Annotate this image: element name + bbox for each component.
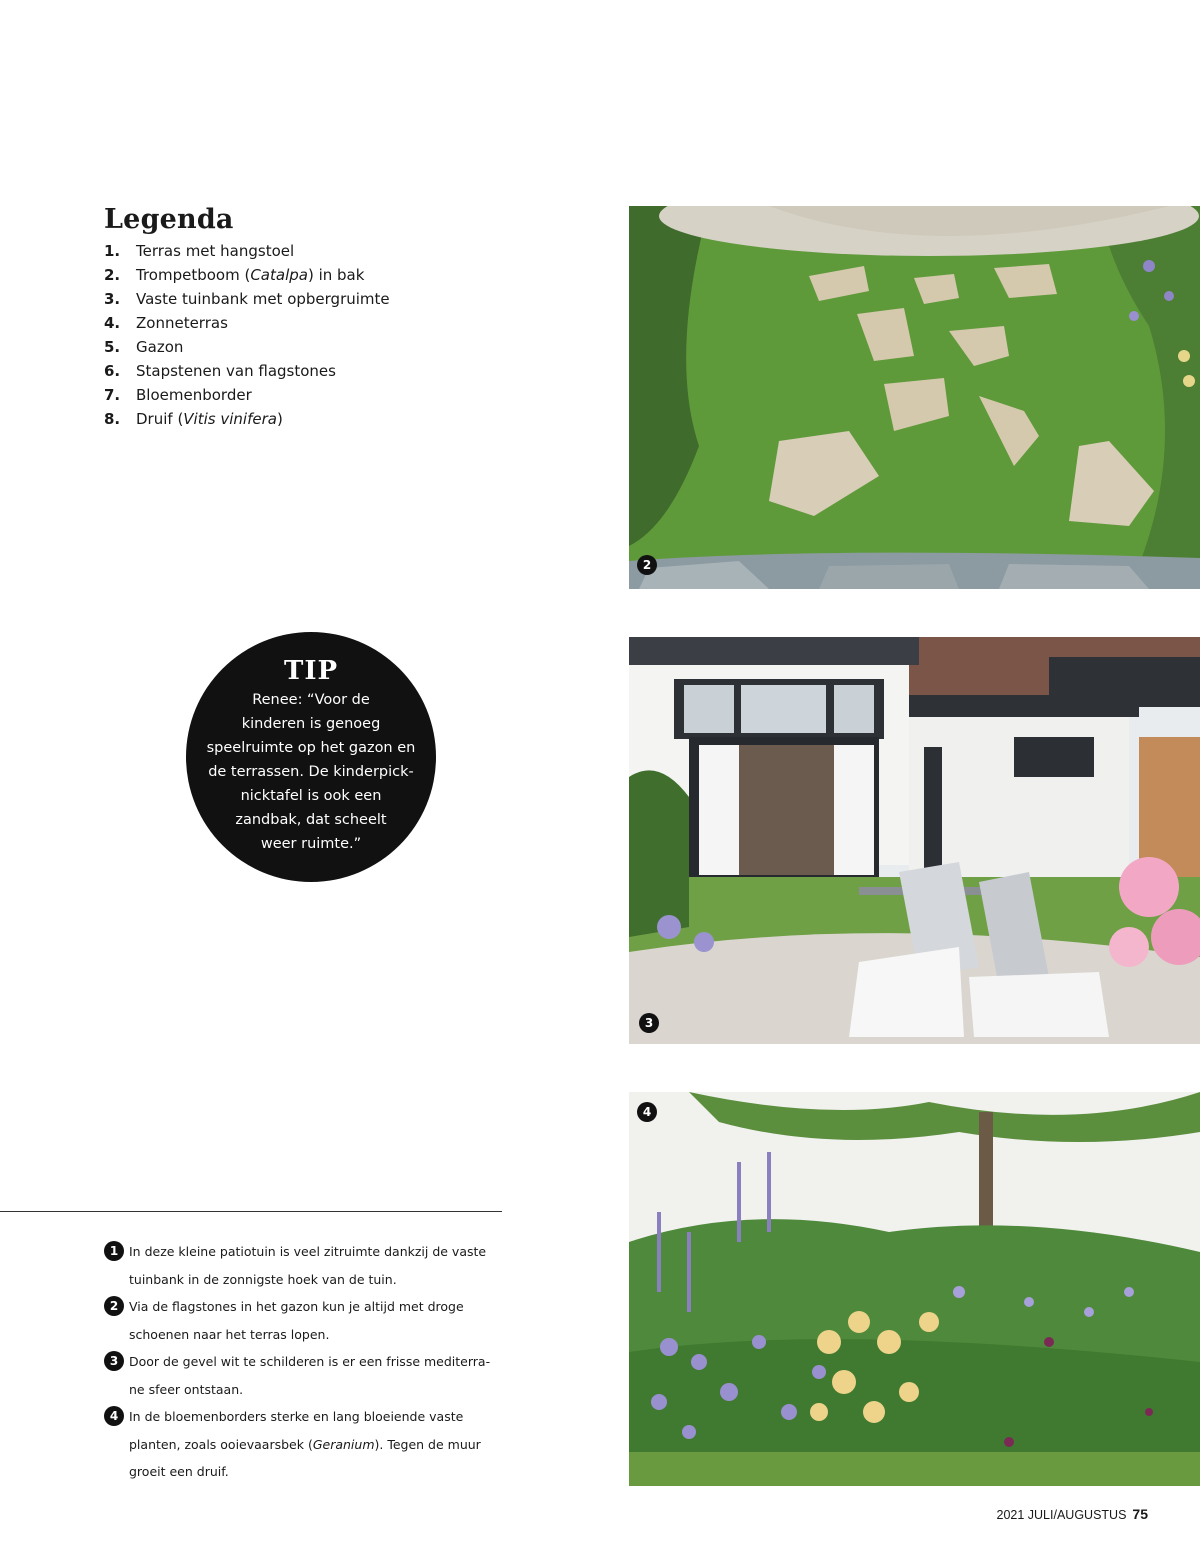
caption-text: Via de flagstones in het gazon kun je altijd met droge schoenen naar het terras lopen. [129, 1299, 464, 1342]
tip-line: nicktafel is ook een [240, 788, 382, 804]
legend-item-number: 7. [104, 386, 121, 404]
caption-badge: 1 [104, 1241, 124, 1261]
caption-item [104, 1293, 504, 1348]
legend-title: Legenda [104, 204, 234, 235]
caption-latin: Geranium [312, 1436, 375, 1452]
caption-item [104, 1238, 504, 1293]
legend-item [104, 359, 564, 383]
legend-item-number: 5. [104, 338, 121, 356]
caption-text: Door de gevel wit te schilderen is er een frisse mediterra-ne sfeer ontstaan. [129, 1354, 491, 1397]
legend-item-text: Druif ( [136, 410, 184, 428]
photo-white-facade-image [629, 637, 1200, 1044]
legend-item-text: Bloemenborder [136, 386, 252, 404]
legend-item-number: 6. [104, 362, 121, 380]
caption-item [104, 1348, 504, 1403]
tip-line: de terrassen. De kinderpick- [208, 764, 414, 780]
photo-stepping-stones [629, 206, 1200, 589]
caption-text: In de bloemenborders sterke en lang bloeiende vaste planten, zoals ooievaarsbek ( [129, 1409, 464, 1452]
legend-item [104, 311, 564, 335]
legend-item-text: Stapstenen van flagstones [136, 362, 336, 380]
caption-text: ). Tegen de muur groeit een druif. [129, 1436, 481, 1479]
legend-item-text: Gazon [136, 338, 184, 356]
photo-flower-border-image [629, 1092, 1200, 1486]
photo-badge: 3 [639, 1013, 659, 1033]
legend-item-number: 4. [104, 314, 121, 332]
legend-item-latin: Catalpa [250, 266, 308, 284]
divider-rule [0, 1211, 502, 1212]
legend-item-number: 2. [104, 266, 121, 284]
caption-item [104, 1403, 504, 1486]
legend-item-text: ) in bak [307, 266, 365, 284]
photo-badge: 4 [637, 1102, 657, 1122]
caption-text: In deze kleine patiotuin is veel zitruimte dankzij de vaste tuinbank in de zonnigste hoek van de tuin. [129, 1244, 487, 1287]
legend-item [104, 383, 564, 407]
legend-item [104, 335, 564, 359]
page-footer [997, 1506, 1149, 1522]
tip-line: weer ruimte.” [260, 836, 362, 852]
caption-badge: 3 [104, 1351, 124, 1371]
page-number: 75 [1132, 1506, 1148, 1522]
legend-item [104, 287, 564, 311]
legend-item-text: ) [276, 410, 283, 428]
legend [104, 204, 564, 431]
photo-flower-border [629, 1092, 1200, 1486]
tip-line: Renee: “Voor de [252, 692, 370, 708]
photo-white-facade [629, 637, 1200, 1044]
legend-item-text: Vaste tuinbank met opbergruimte [136, 290, 390, 308]
legend-list [104, 239, 564, 431]
tip-title: TIP [283, 656, 339, 686]
tip-text [201, 688, 421, 856]
tip-circle [186, 632, 436, 882]
legend-item-number: 3. [104, 290, 121, 308]
tip-line: speelruimte op het gazon en [206, 740, 416, 756]
legend-item-text: Terras met hangstoel [136, 242, 295, 260]
photo-stepping-stones-image [629, 206, 1200, 589]
legend-item-text: Trompetboom ( [136, 266, 251, 284]
photo-badge: 2 [637, 555, 657, 575]
photo-captions [104, 1238, 504, 1486]
tip-line: kinderen is genoeg [241, 716, 381, 732]
legend-item-latin: Vitis vinifera [183, 410, 277, 428]
tip-line: zandbak, dat scheelt [235, 812, 387, 828]
legend-item-text: Zonneterras [136, 314, 228, 332]
caption-badge: 2 [104, 1296, 124, 1316]
legend-item [104, 407, 564, 431]
legend-item-number: 8. [104, 410, 121, 428]
legend-item [104, 263, 564, 287]
legend-item-number: 1. [104, 242, 121, 260]
legend-item [104, 239, 564, 263]
issue-label: 2021 JULI/AUGUSTUS [996, 1508, 1127, 1522]
caption-badge: 4 [104, 1406, 124, 1426]
